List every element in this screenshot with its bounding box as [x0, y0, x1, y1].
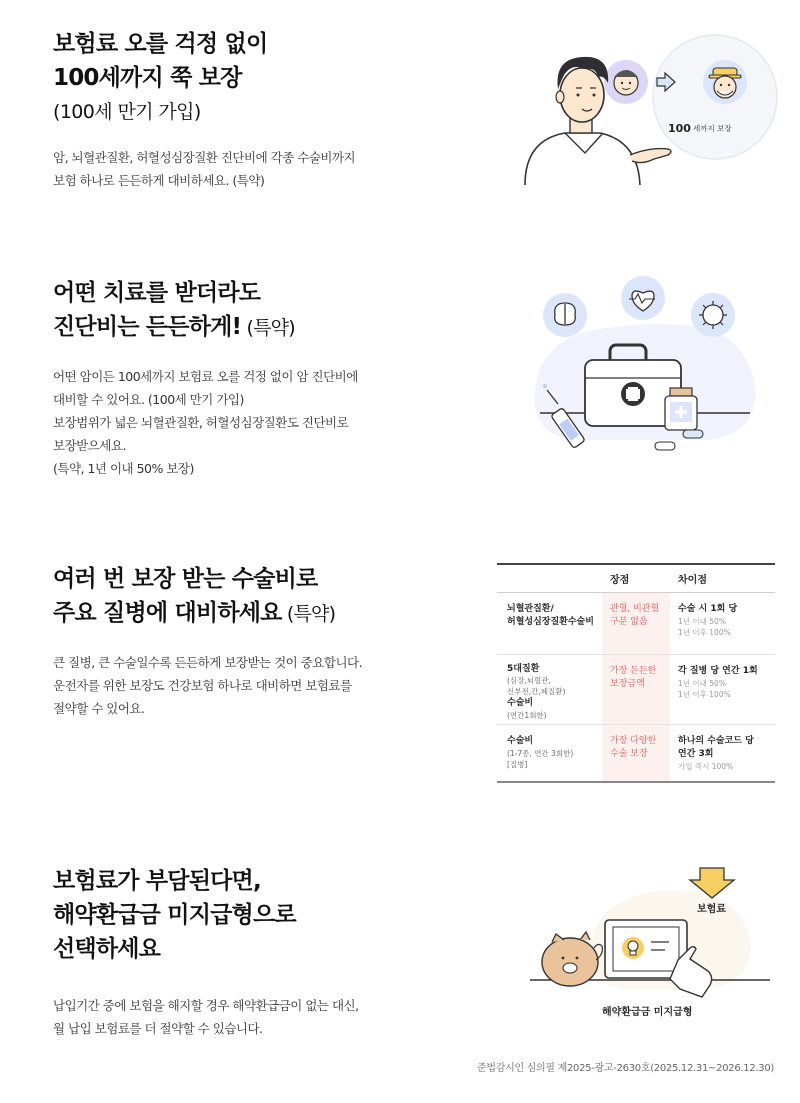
section-2-title-suffix: (특약) [241, 317, 295, 339]
section-2-title-line-1: 어떤 치료를 받더라도 [53, 280, 261, 306]
row-2-diff-sub: 1년 이내 50% 1년 이후 100% [678, 679, 731, 699]
row-3-pro: 가장 다양한 수술 보장 [602, 725, 670, 781]
table-row [497, 593, 775, 655]
section-2-title [53, 276, 413, 345]
section-1-title-line-2: 100세까지 쭉 보장 [53, 65, 242, 91]
section-4-desc-line-1: 납입기간 중에 보험을 해지할 경우 해약환급금이 없는 대신, [53, 998, 359, 1013]
row-3-name-sub: (1-7종, 연간 3회한) [질병] [507, 749, 574, 769]
coverage-age-label: 100 [668, 122, 691, 135]
table-cell-diff [670, 593, 775, 654]
section-2-desc-line-4: 보장받으세요. [53, 438, 126, 453]
section-2-desc-line-3: 보장범위가 넓은 뇌혈관질환, 허혈성심장질환도 진단비로 [53, 415, 349, 430]
table-header-row [497, 565, 775, 593]
section-2-desc-line-2: 대비할 수 있어요. (100세 만기 가입) [53, 392, 244, 407]
section-4-text [53, 864, 413, 1040]
section-1-title [53, 27, 413, 95]
section-3-title-suffix: (특약) [281, 603, 336, 625]
section-3-title [53, 562, 413, 631]
row-1-diff-sub: 1년 이내 50% 1년 이후 100% [678, 617, 731, 637]
lifetime-coverage-illustration [520, 15, 780, 190]
section-1-description [53, 146, 413, 192]
section-1-desc-line-2: 보험 하나로 든든하게 대비하세요. (특약) [53, 173, 265, 188]
row-2-name-sub: (심장,뇌혈관, 신부전,간,폐질환) [507, 676, 566, 696]
table-row [497, 655, 775, 725]
section-3-title-line-2-wrap [53, 596, 413, 631]
table-cell-name [497, 725, 602, 781]
row-2-name2: 수술비 [507, 698, 534, 708]
table-cell-name [497, 593, 602, 654]
section-1-title-line-1: 보험료 오를 걱정 없이 [53, 31, 268, 57]
section-2-desc-line-1: 어떤 암이든 100세까지 보험료 오를 걱정 없이 암 진단비에 [53, 369, 358, 384]
surgery-compare-table [497, 563, 775, 783]
section-1-title-sub: (100세 만기 가입) [53, 101, 201, 123]
section-3-desc-line-2: 운전자를 위한 보장도 건강보험 하나로 대비하면 보험료를 [53, 678, 352, 693]
row-1-name: 뇌혈관질환/ 허혈성심장질환수술비 [507, 604, 594, 627]
table-header-diff: 차이점 [678, 575, 707, 586]
table-row [497, 725, 775, 781]
section-1-desc-line-1: 암, 뇌혈관질환, 허혈성심장질환 진단비에 각종 수술비까지 [53, 150, 356, 165]
section-3-title-line-2: 주요 질병에 대비하세요 [53, 600, 282, 626]
compliance-review-note: 준법감시인 심의필 제2025-광고-2630호(2025.12.31~2026.12.30) [477, 1063, 774, 1074]
row-1-pro: 관혈, 비관혈 구분 없음 [602, 593, 670, 654]
section-3-desc-line-1: 큰 질병, 큰 수술일수록 든든하게 보장받는 것이 중요합니다. [53, 655, 363, 670]
section-3-desc-line-3: 절약할 수 있어요. [53, 701, 145, 716]
row-1-diff-main: 수술 시 1회 당 [678, 604, 738, 614]
coverage-age-suffix: 세까지 보장 [693, 124, 732, 133]
row-2-pro: 가장 든든한 보장금액 [602, 655, 670, 724]
section-2-text [53, 276, 413, 480]
row-3-name: 수술비 [507, 736, 534, 746]
section-4-title [53, 864, 413, 966]
section-2-title-line-2-wrap [53, 310, 413, 345]
man-figure-icon [525, 57, 671, 185]
section-4-title-line-3: 선택하세요 [53, 936, 161, 962]
section-4-description [53, 994, 413, 1040]
section-4-title-line-1: 보험료가 부담된다면, [53, 868, 261, 894]
section-2-title-line-2: 진단비는 든든하게! [53, 314, 242, 340]
premium-label: 보험료 [697, 904, 726, 915]
table-cell-diff [670, 655, 775, 724]
table-cell-name [497, 655, 602, 724]
section-2-description [53, 365, 413, 480]
pill-icon [683, 430, 703, 438]
table-cell-diff [670, 725, 775, 781]
medicine-bottle-icon [665, 388, 697, 430]
row-2-diff-main: 각 질병 당 연간 1회 [678, 666, 758, 676]
table-header-pros: 장점 [610, 575, 630, 586]
pill-icon-2 [655, 442, 675, 450]
no-refund-label: 해약환급금 미지급형 [602, 1007, 693, 1018]
medical-kit-illustration [525, 270, 765, 460]
row-3-diff-main: 하나의 수술코드 당 연간 3회 [678, 736, 754, 759]
section-1-text [53, 27, 413, 192]
section-3-description [53, 651, 413, 720]
row-2-name2-sub: (연간1회한) [507, 711, 547, 720]
section-3-text [53, 562, 413, 720]
row-3-diff-sub: 가입 즉시 100% [678, 762, 734, 771]
section-3-title-line-1: 여러 번 보장 받는 수술비로 [53, 566, 318, 592]
section-2-desc-line-5: (특약, 1년 이내 50% 보장) [53, 461, 194, 476]
savings-illustration [530, 860, 770, 1030]
table-bottom-rule [497, 781, 775, 783]
section-4-desc-line-2: 월 납입 보험료를 더 절약할 수 있습니다. [53, 1021, 263, 1036]
section-4-title-line-2: 해약환급금 미지급형으로 [53, 902, 296, 928]
row-2-name: 5대질환 [507, 664, 540, 674]
